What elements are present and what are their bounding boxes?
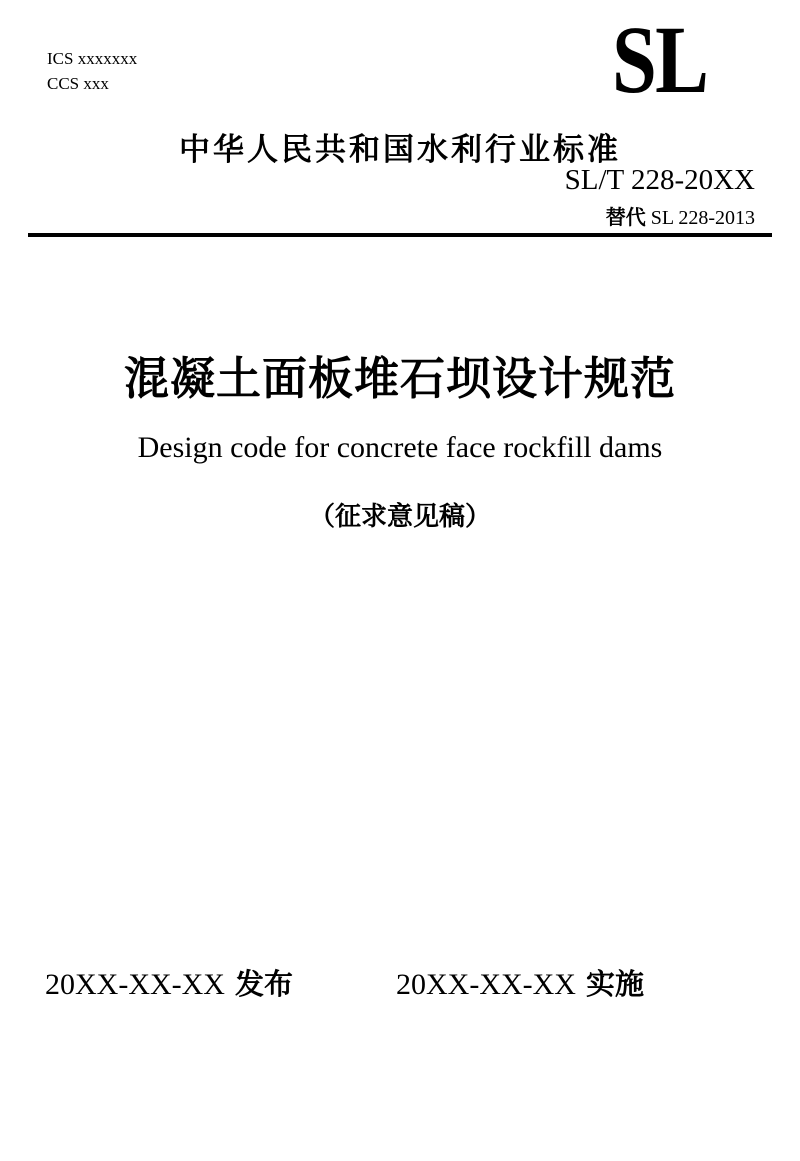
- draft-status-note: （征求意见稿）: [308, 501, 491, 531]
- ics-code: ICS xxxxxxx: [47, 49, 138, 68]
- standard-category-heading: 中华人民共和国水利行业标准: [179, 132, 621, 167]
- replaces-prefix: 替代: [605, 207, 646, 229]
- issue-date-line: [45, 962, 293, 1003]
- replaced-standard-number: SL 228-2013: [650, 207, 755, 229]
- implement-label: 实施: [585, 969, 644, 1001]
- ccs-code: CCS xxx: [47, 74, 109, 93]
- standard-number: SL/T 228-20XX: [564, 164, 755, 196]
- issue-date: 20XX-XX-XX: [45, 968, 225, 1001]
- issue-label: 发布: [234, 969, 293, 1001]
- footer-dates: [0, 962, 800, 1002]
- document-title-chinese: 混凝土面板堆石坝设计规范: [123, 353, 676, 404]
- implement-date-line: [396, 962, 644, 1003]
- sl-logo: SL: [612, 6, 708, 113]
- classification-codes: [47, 46, 137, 96]
- document-title-english: Design code for concrete face rockfill dams: [137, 431, 663, 464]
- implement-date: 20XX-XX-XX: [396, 968, 576, 1001]
- header-rule: [28, 233, 772, 237]
- replaces-note: [606, 201, 755, 230]
